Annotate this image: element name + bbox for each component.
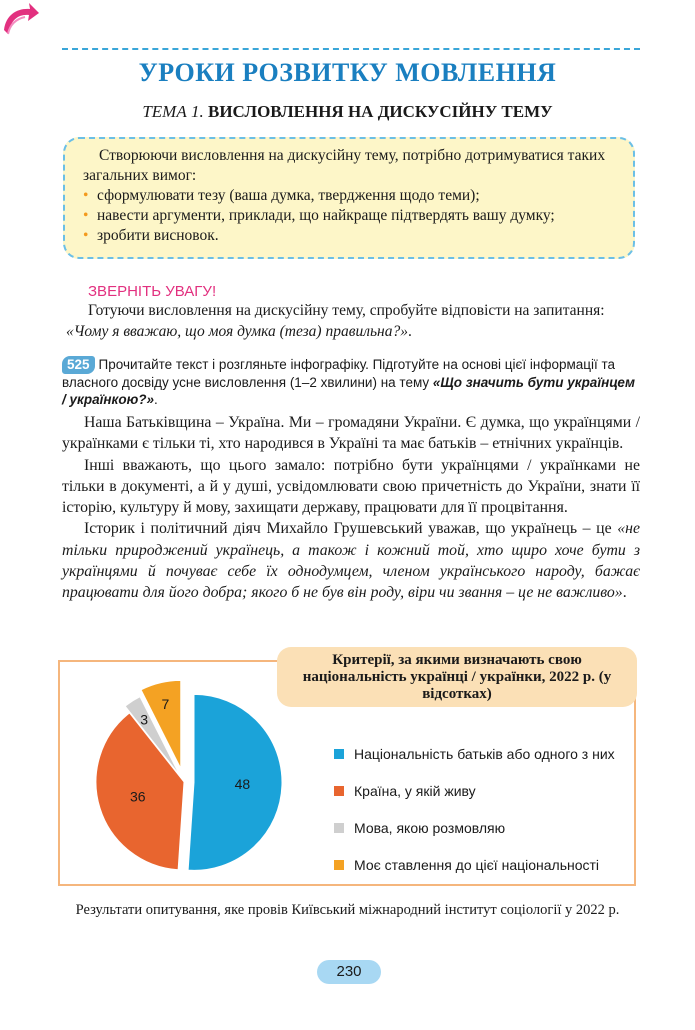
legend-item bbox=[334, 744, 634, 763]
rule-item: • сформулювати тезу (ваша думка, твердження щодо теми); bbox=[83, 186, 621, 206]
chart-title: Критерії, за якими визначають свою національність українці / українки, 2022 р. (у відсотках) bbox=[277, 647, 637, 707]
pie-slice-label: 3 bbox=[140, 711, 149, 728]
chart-source-caption: Результати опитування, яке провів Київський міжнародний інститут соціології у 2022 р. bbox=[75, 902, 620, 918]
page-number: 230 bbox=[317, 960, 381, 984]
paragraph-2: Інші вважають, що цього замало: потрібно бути українцями / українками не тільки в документі, а й у душі, усвідомлювати свою причетність до України, знати її історію, культуру й мову, захищати державу, працювати для її процвітання. bbox=[62, 456, 640, 517]
paragraph-3-start: Історик і політичний діяч Михайло Грушевський уважав, що українець – це bbox=[84, 520, 618, 538]
rules-intro: Створюючи висловлення на дискусійну тему, потрібно дотримуватися таких загальних вимог: bbox=[83, 147, 606, 184]
attention-title: ЗВЕРНІТЬ УВАГУ! bbox=[88, 283, 217, 300]
rule-item: • зробити висновок. bbox=[83, 226, 621, 246]
attention-question: «Чому я вважаю, що моя думка (теза) правильна?» bbox=[66, 323, 408, 340]
attention-text-end: . bbox=[407, 323, 412, 340]
chart-legend bbox=[334, 744, 634, 892]
legend-label: Країна, у якій живу bbox=[354, 782, 476, 799]
legend-item bbox=[334, 818, 634, 837]
paragraph-1: Наша Батьківщина – Україна. Ми – громадяни України. Є думка, що українцями / українками є тільки ті, хто народився в Україні та має батьків – етнічних українців. bbox=[62, 414, 640, 453]
legend-label: Мова, якою розмовляю bbox=[354, 819, 506, 836]
top-divider bbox=[62, 48, 640, 50]
legend-swatch bbox=[334, 749, 344, 759]
main-text bbox=[62, 412, 640, 604]
attention-arrow-icon bbox=[0, 0, 40, 38]
legend-label: Моє ставлення до цієї національності bbox=[354, 856, 600, 873]
pie-chart bbox=[62, 670, 302, 882]
task-topic: «Що значить бути українцем / українкою?» bbox=[62, 374, 635, 407]
topic-title: ВИСЛОВЛЕННЯ НА ДИСКУСІЙНУ ТЕМУ bbox=[207, 102, 553, 121]
topic-heading bbox=[0, 102, 695, 122]
topic-label: ТЕМА 1. bbox=[142, 102, 204, 121]
paragraph-3 bbox=[62, 518, 640, 603]
attention-text bbox=[66, 300, 638, 342]
task-number-badge: 525 bbox=[62, 356, 95, 374]
legend-swatch bbox=[334, 860, 344, 870]
paragraph-3-end: . bbox=[622, 584, 627, 602]
hrushevsky-quote: «не тільки природжений українець, а також і кожний той, хто щиро хоче бути з українцями й почуває себе їх однодумцем, членом українського народу, бажає працювати для його добра; якого б не був він роду, віри чи звання – це не важливо» bbox=[62, 520, 640, 602]
pie-slice-label: 36 bbox=[129, 788, 146, 805]
task-text: Прочитайте текст і розгляньте інфографіку. Підготуйте на основі цієї інформації та власного досвіду усне висловлення (1–2 хвилини) на тему bbox=[62, 357, 616, 390]
rule-item: • навести аргументи, приклади, що найкраще підтвердять вашу думку; bbox=[83, 206, 621, 226]
page-title: УРОКИ РОЗВИТКУ МОВЛЕННЯ bbox=[138, 58, 557, 87]
attention-text-start: Готуючи висловлення на дискусійну тему, спробуйте відповісти на запитання: bbox=[88, 302, 605, 319]
task-525 bbox=[62, 356, 640, 409]
rules-box bbox=[63, 137, 635, 259]
legend-item bbox=[334, 781, 634, 800]
legend-item bbox=[334, 855, 634, 874]
task-end: . bbox=[154, 392, 158, 407]
legend-swatch bbox=[334, 823, 344, 833]
pie-slice-label: 48 bbox=[234, 775, 251, 792]
pie-slice-label: 7 bbox=[161, 696, 170, 713]
legend-swatch bbox=[334, 786, 344, 796]
legend-label: Національність батьків або одного з них bbox=[354, 745, 615, 762]
